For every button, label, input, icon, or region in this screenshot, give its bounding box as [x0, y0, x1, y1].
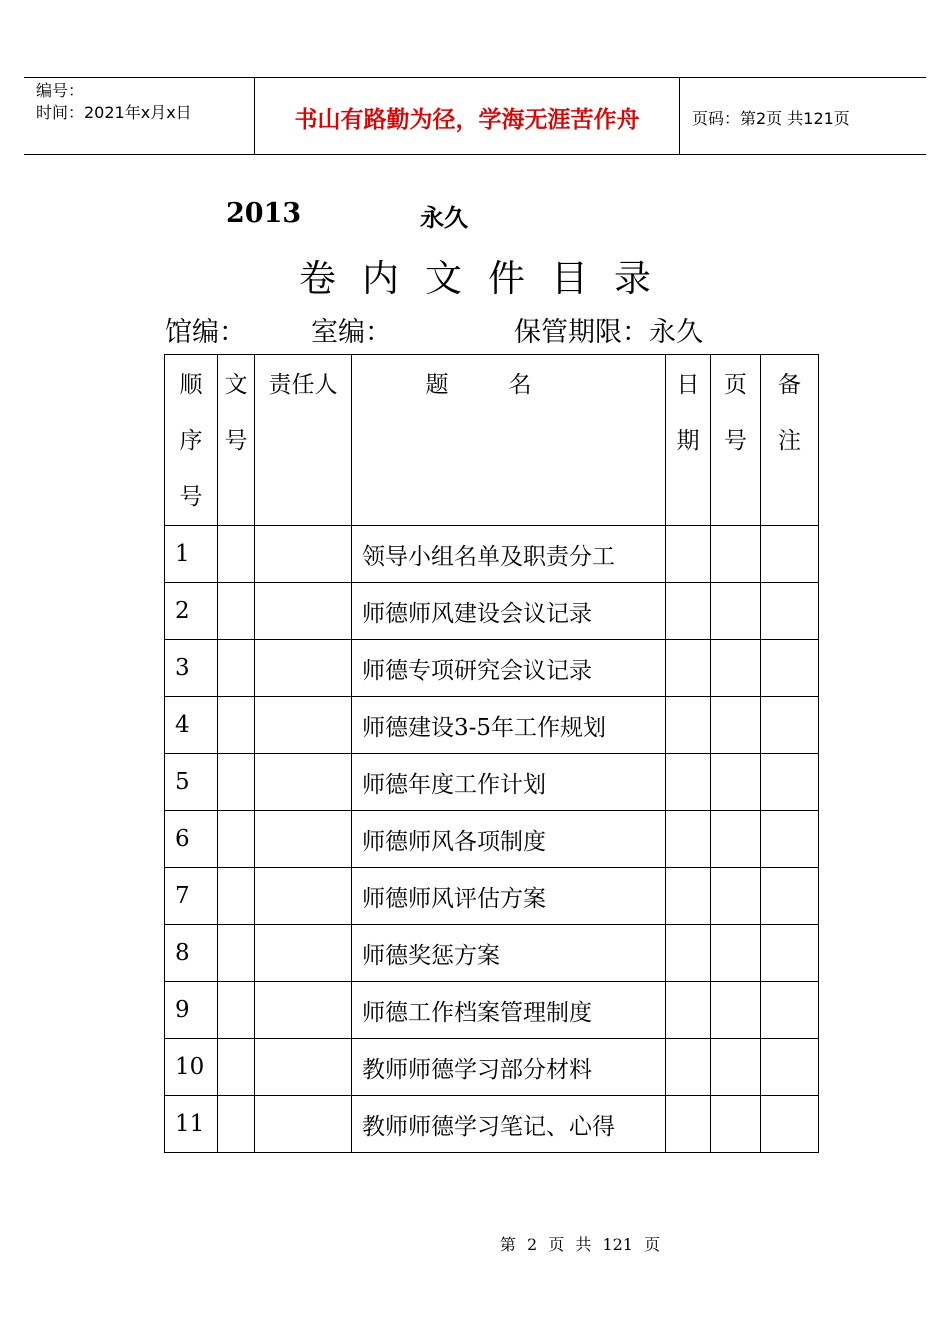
row-doc-no — [218, 1096, 255, 1153]
row-seq: 2 — [165, 583, 218, 640]
row-title: 师德工作档案管理制度 — [352, 982, 666, 1039]
row-title: 教师师德学习部分材料 — [352, 1039, 666, 1096]
row-note — [761, 811, 819, 868]
row-page-no — [711, 754, 761, 811]
row-date — [666, 811, 711, 868]
row-page-no — [711, 583, 761, 640]
row-note — [761, 982, 819, 1039]
row-date — [666, 697, 711, 754]
catalog-table — [164, 354, 819, 1153]
row-note — [761, 868, 819, 925]
row-seq: 1 — [165, 526, 218, 583]
table-row — [165, 811, 819, 868]
row-date — [666, 754, 711, 811]
room-number-label: 室编： — [311, 317, 392, 348]
row-seq: 3 — [165, 640, 218, 697]
table-row — [165, 982, 819, 1039]
row-responsible — [255, 754, 352, 811]
header-responsible: 责任人 — [255, 355, 352, 526]
row-seq: 9 — [165, 982, 218, 1039]
row-title: 师德奖惩方案 — [352, 925, 666, 982]
header-date: 日期 — [666, 355, 711, 526]
footer-page-number: 第 2 页 共 121 页 — [499, 1235, 661, 1254]
row-responsible — [255, 526, 352, 583]
row-date — [666, 982, 711, 1039]
row-doc-no — [218, 982, 255, 1039]
row-date — [666, 925, 711, 982]
header-top-rule — [24, 77, 926, 78]
row-responsible — [255, 697, 352, 754]
row-title: 教师师德学习笔记、心得 — [352, 1096, 666, 1153]
row-title: 师德年度工作计划 — [352, 754, 666, 811]
row-page-no — [711, 868, 761, 925]
row-page-no — [711, 925, 761, 982]
row-seq: 7 — [165, 868, 218, 925]
table-row — [165, 697, 819, 754]
row-page-no — [711, 697, 761, 754]
table-row — [165, 583, 819, 640]
table-row — [165, 754, 819, 811]
table-row — [165, 640, 819, 697]
row-doc-no — [218, 868, 255, 925]
row-responsible — [255, 583, 352, 640]
row-page-no — [711, 1039, 761, 1096]
row-page-no — [711, 1096, 761, 1153]
row-doc-no — [218, 1039, 255, 1096]
row-responsible — [255, 982, 352, 1039]
header-code-label: 编号： — [36, 81, 85, 100]
page-title: 卷内文件目录 — [299, 257, 677, 300]
row-title: 师德专项研究会议记录 — [352, 640, 666, 697]
header-page-no: 页号 — [711, 355, 761, 526]
row-doc-no — [218, 811, 255, 868]
row-doc-no — [218, 583, 255, 640]
header-time-label: 时间：2021年x月x日 — [36, 103, 192, 122]
row-note — [761, 1039, 819, 1096]
row-date — [666, 868, 711, 925]
table-header-row — [165, 355, 819, 526]
header-bottom-rule — [24, 154, 926, 155]
row-page-no — [711, 982, 761, 1039]
row-note — [761, 697, 819, 754]
row-seq: 11 — [165, 1096, 218, 1153]
row-note — [761, 925, 819, 982]
row-date — [666, 640, 711, 697]
row-doc-no — [218, 697, 255, 754]
row-seq: 5 — [165, 754, 218, 811]
row-date — [666, 1096, 711, 1153]
row-note — [761, 754, 819, 811]
row-note — [761, 1096, 819, 1153]
header-divider-left — [254, 77, 255, 155]
row-seq: 6 — [165, 811, 218, 868]
row-doc-no — [218, 754, 255, 811]
row-doc-no — [218, 640, 255, 697]
header-title: 题名 — [352, 355, 666, 526]
archive-number-label: 馆编： — [165, 317, 246, 348]
retention-period-label: 保管期限：永久 — [514, 317, 703, 348]
row-date — [666, 583, 711, 640]
row-responsible — [255, 1096, 352, 1153]
row-title: 师德师风各项制度 — [352, 811, 666, 868]
header-seq: 顺序号 — [165, 355, 218, 526]
row-doc-no — [218, 526, 255, 583]
doc-retention-term: 永久 — [420, 203, 468, 232]
header-doc-no: 文号 — [218, 355, 255, 526]
table-row — [165, 1096, 819, 1153]
row-note — [761, 526, 819, 583]
row-note — [761, 640, 819, 697]
table-row — [165, 526, 819, 583]
row-seq: 4 — [165, 697, 218, 754]
header-motto: 书山有路勤为径，学海无涯苦作舟 — [294, 107, 640, 133]
row-date — [666, 526, 711, 583]
row-page-no — [711, 640, 761, 697]
table-row — [165, 925, 819, 982]
row-doc-no — [218, 925, 255, 982]
row-seq: 8 — [165, 925, 218, 982]
header-note: 备注 — [761, 355, 819, 526]
row-page-no — [711, 526, 761, 583]
row-date — [666, 1039, 711, 1096]
row-responsible — [255, 868, 352, 925]
row-responsible — [255, 925, 352, 982]
header-divider-right — [679, 77, 680, 155]
row-responsible — [255, 640, 352, 697]
table-row — [165, 868, 819, 925]
row-note — [761, 583, 819, 640]
row-page-no — [711, 811, 761, 868]
header-page-info: 页码：第2页 共121页 — [692, 109, 850, 128]
table-row — [165, 1039, 819, 1096]
doc-year: 2013 — [226, 198, 302, 229]
row-title: 领导小组名单及职责分工 — [352, 526, 666, 583]
row-title: 师德师风评估方案 — [352, 868, 666, 925]
row-responsible — [255, 811, 352, 868]
row-seq: 10 — [165, 1039, 218, 1096]
header-meta — [36, 80, 192, 124]
table-body — [165, 526, 819, 1153]
row-title: 师德建设3-5年工作规划 — [352, 697, 666, 754]
row-responsible — [255, 1039, 352, 1096]
row-title: 师德师风建设会议记录 — [352, 583, 666, 640]
